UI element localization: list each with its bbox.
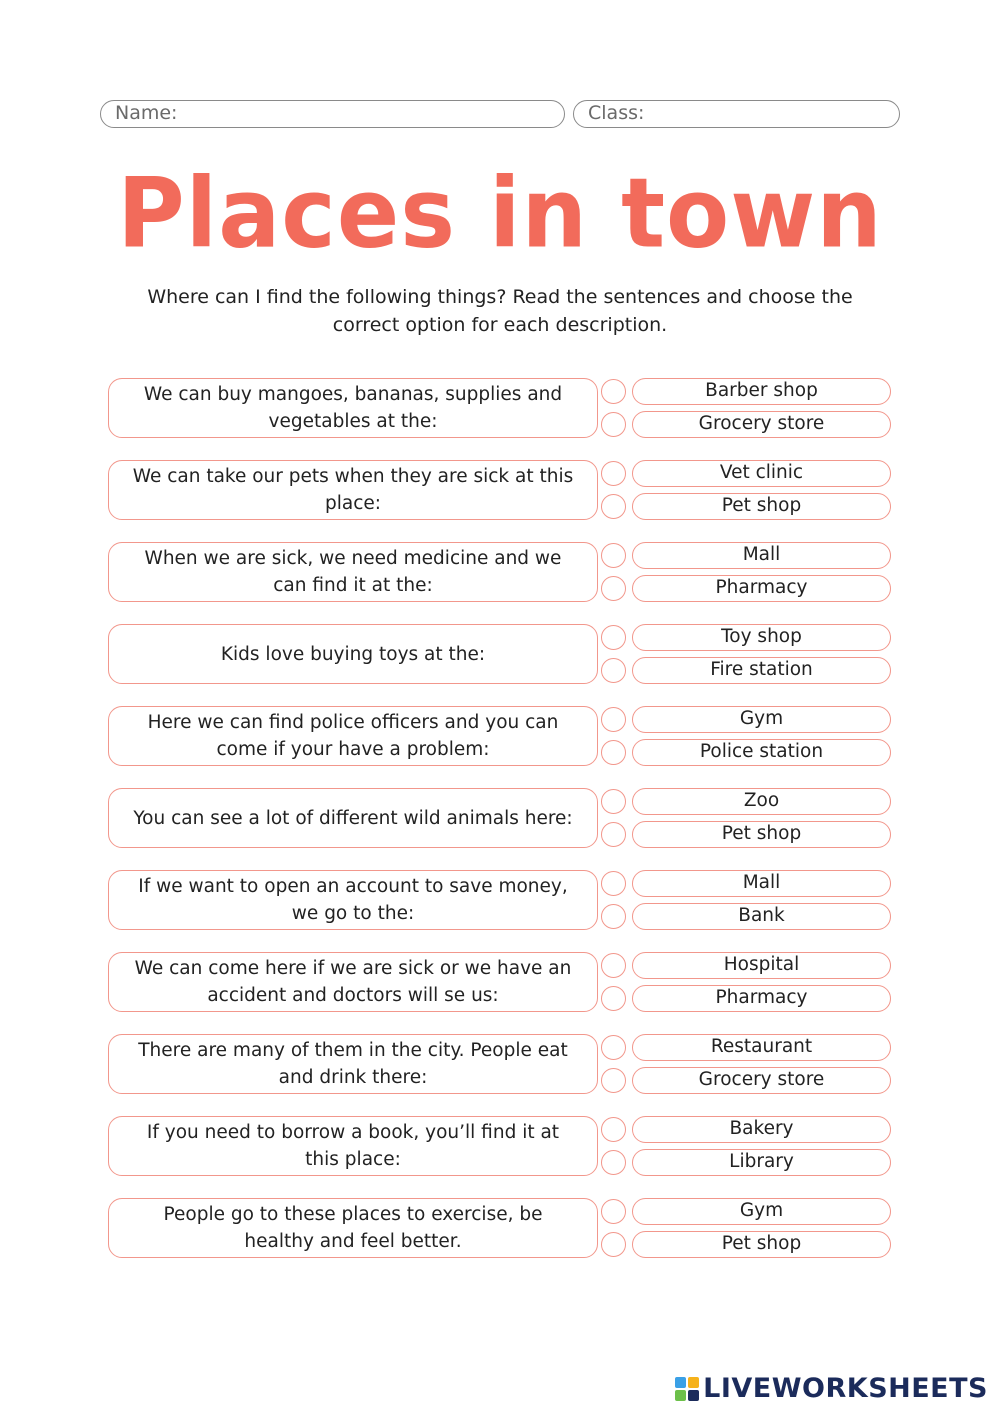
question-text: If we want to open an account to save money, we go to the: (108, 870, 598, 930)
option-radio[interactable] (601, 822, 626, 847)
question-row (108, 542, 892, 604)
liveworksheets-logo (675, 1373, 988, 1404)
option-button[interactable]: Vet clinic (632, 460, 891, 487)
question-text: Here we can find police officers and you can come if your have a problem: (108, 706, 598, 766)
option-button[interactable]: Hospital (632, 952, 891, 979)
question-text: We can buy mangoes, bananas, supplies and vegetables at the: (108, 378, 598, 438)
question-row (108, 706, 892, 768)
name-field[interactable] (100, 100, 565, 128)
question-text: You can see a lot of different wild animals here: (108, 788, 598, 848)
option-button[interactable]: Library (632, 1149, 891, 1176)
option-radio[interactable] (601, 658, 626, 683)
brand-name: LIVEWORKSHEETS (703, 1373, 988, 1404)
option-radio[interactable] (601, 1150, 626, 1175)
option-radio[interactable] (601, 740, 626, 765)
class-label: Class: (588, 102, 645, 124)
option-radio[interactable] (601, 494, 626, 519)
question-row (108, 624, 892, 686)
option-button[interactable]: Barber shop (632, 378, 891, 405)
option-button[interactable]: Toy shop (632, 624, 891, 651)
option-button[interactable]: Mall (632, 870, 891, 897)
page-title: Places in town (117, 157, 883, 270)
option-button[interactable]: Gym (632, 706, 891, 733)
option-button[interactable]: Pet shop (632, 1231, 891, 1258)
question-text: We can take our pets when they are sick at this place: (108, 460, 598, 520)
option-radio[interactable] (601, 1068, 626, 1093)
option-radio[interactable] (601, 543, 626, 568)
question-row (108, 378, 892, 440)
option-radio[interactable] (601, 986, 626, 1011)
option-radio[interactable] (601, 625, 626, 650)
option-radio[interactable] (601, 789, 626, 814)
question-text: If you need to borrow a book, you’ll find it at this place: (108, 1116, 598, 1176)
question-text: There are many of them in the city. People eat and drink there: (108, 1034, 598, 1094)
option-radio[interactable] (601, 1232, 626, 1257)
option-radio[interactable] (601, 1035, 626, 1060)
class-field[interactable] (573, 100, 900, 128)
option-radio[interactable] (601, 707, 626, 732)
option-radio[interactable] (601, 412, 626, 437)
option-button[interactable]: Restaurant (632, 1034, 891, 1061)
question-row (108, 870, 892, 932)
option-button[interactable]: Fire station (632, 657, 891, 684)
question-row (108, 788, 892, 850)
option-radio[interactable] (601, 871, 626, 896)
question-text: Kids love buying toys at the: (108, 624, 598, 684)
question-row (108, 460, 892, 522)
option-button[interactable]: Mall (632, 542, 891, 569)
question-row (108, 1116, 892, 1178)
option-button[interactable]: Bank (632, 903, 891, 930)
question-row (108, 1198, 892, 1260)
option-button[interactable]: Police station (632, 739, 891, 766)
option-button[interactable]: Pharmacy (632, 985, 891, 1012)
option-radio[interactable] (601, 379, 626, 404)
question-row (108, 952, 892, 1014)
option-button[interactable]: Zoo (632, 788, 891, 815)
option-button[interactable]: Grocery store (632, 1067, 891, 1094)
question-text: When we are sick, we need medicine and we can find it at the: (108, 542, 598, 602)
option-button[interactable]: Pet shop (632, 493, 891, 520)
logo-icon (675, 1377, 699, 1401)
question-text: People go to these places to exercise, be healthy and feel better. (108, 1198, 598, 1258)
option-radio[interactable] (601, 576, 626, 601)
option-radio[interactable] (601, 904, 626, 929)
option-button[interactable]: Grocery store (632, 411, 891, 438)
option-radio[interactable] (601, 1117, 626, 1142)
name-label: Name: (115, 102, 178, 124)
question-text: We can come here if we are sick or we have an accident and doctors will se us: (108, 952, 598, 1012)
option-button[interactable]: Pet shop (632, 821, 891, 848)
option-radio[interactable] (601, 461, 626, 486)
question-row (108, 1034, 892, 1096)
instructions: Where can I find the following things? Read the sentences and choose the correct option for each description. (147, 286, 853, 336)
option-button[interactable]: Bakery (632, 1116, 891, 1143)
question-list (108, 378, 892, 1280)
option-button[interactable]: Pharmacy (632, 575, 891, 602)
option-radio[interactable] (601, 1199, 626, 1224)
option-radio[interactable] (601, 953, 626, 978)
option-button[interactable]: Gym (632, 1198, 891, 1225)
